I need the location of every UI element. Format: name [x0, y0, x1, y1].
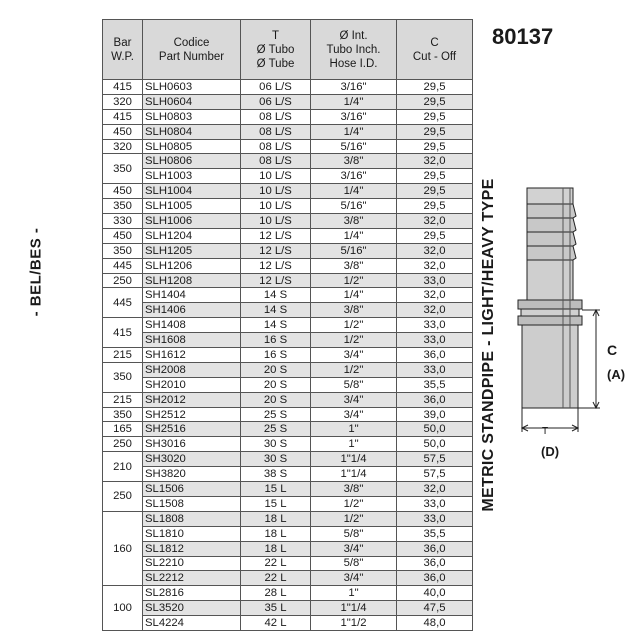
tube-size-cell: 16 S [241, 333, 311, 348]
part-number-cell: SL2212 [143, 571, 241, 586]
hose-id-cell: 1"1/4 [311, 601, 397, 616]
tube-size-cell: 15 L [241, 482, 311, 497]
bar-wp-cell: 350 [103, 243, 143, 258]
hose-id-cell: 1" [311, 422, 397, 437]
cut-off-cell: 33,0 [397, 333, 473, 348]
cut-off-cell: 36,0 [397, 348, 473, 363]
bar-wp-cell: 165 [103, 422, 143, 437]
dimension-t [522, 408, 578, 432]
hose-id-cell: 3/4" [311, 571, 397, 586]
bar-wp-cell: 210 [103, 452, 143, 482]
hose-id-cell: 1/2" [311, 496, 397, 511]
tube-size-cell: 08 L/S [241, 139, 311, 154]
bar-wp-cell: 250 [103, 437, 143, 452]
part-number-cell: SH1408 [143, 318, 241, 333]
part-number-cell: SL1810 [143, 526, 241, 541]
table-row [103, 258, 473, 273]
table-row [103, 392, 473, 407]
tube-size-cell: 12 L/S [241, 228, 311, 243]
cut-off-cell: 29,5 [397, 169, 473, 184]
tube-size-cell: 10 L/S [241, 169, 311, 184]
cut-off-cell: 32,0 [397, 482, 473, 497]
tube-size-cell: 18 L [241, 511, 311, 526]
cut-off-cell: 39,0 [397, 407, 473, 422]
table-row [103, 482, 473, 497]
tube-size-cell: 35 L [241, 601, 311, 616]
tube-size-cell: 10 L/S [241, 184, 311, 199]
header-cut-off: C Cut - Off [397, 20, 473, 80]
cut-off-cell: 29,5 [397, 199, 473, 214]
hose-id-cell: 1/4" [311, 124, 397, 139]
part-number-cell: SL4224 [143, 616, 241, 631]
table-header-row [103, 20, 473, 80]
hose-id-cell: 3/8" [311, 214, 397, 229]
part-number-cell: SLH1206 [143, 258, 241, 273]
part-number-cell: SH1612 [143, 348, 241, 363]
part-number-cell: SH2516 [143, 422, 241, 437]
hose-id-cell: 1" [311, 437, 397, 452]
hose-id-cell: 5/16" [311, 199, 397, 214]
part-number-cell: SH3820 [143, 467, 241, 482]
bar-wp-cell: 415 [103, 80, 143, 95]
hose-id-cell: 3/8" [311, 303, 397, 318]
hose-id-cell: 1"1/2 [311, 616, 397, 631]
table-row [103, 109, 473, 124]
cut-off-cell: 50,0 [397, 422, 473, 437]
part-number-cell: SLH1003 [143, 169, 241, 184]
table-row [103, 422, 473, 437]
part-number-cell: SH3020 [143, 452, 241, 467]
hose-id-cell: 1" [311, 586, 397, 601]
hose-id-cell: 1/2" [311, 362, 397, 377]
tube-size-cell: 14 S [241, 288, 311, 303]
cut-off-cell: 29,5 [397, 94, 473, 109]
table-row [103, 80, 473, 95]
bar-wp-cell: 320 [103, 139, 143, 154]
tube-size-cell: 30 S [241, 437, 311, 452]
table-row [103, 154, 473, 169]
hose-id-cell: 3/4" [311, 348, 397, 363]
cut-off-cell: 32,0 [397, 214, 473, 229]
tube-size-cell: 20 S [241, 392, 311, 407]
bel-bes-vertical-label: - BEL/BES - [27, 227, 45, 317]
part-number-cell: SL1812 [143, 541, 241, 556]
product-code: 80137 [492, 24, 554, 49]
hose-id-cell: 3/16" [311, 109, 397, 124]
tube-size-cell: 08 L/S [241, 124, 311, 139]
part-number-cell: SL1808 [143, 511, 241, 526]
fitting-body [518, 188, 582, 408]
hose-id-cell: 1/2" [311, 273, 397, 288]
table-row [103, 571, 473, 586]
hose-id-cell: 5/8" [311, 377, 397, 392]
tube-size-cell: 42 L [241, 616, 311, 631]
cut-off-cell: 47,5 [397, 601, 473, 616]
part-number-cell: SH2010 [143, 377, 241, 392]
cut-off-cell: 33,0 [397, 273, 473, 288]
tube-size-cell: 20 S [241, 377, 311, 392]
hose-id-cell: 1/2" [311, 511, 397, 526]
hose-id-cell: 1"1/4 [311, 467, 397, 482]
part-number-cell: SLH0803 [143, 109, 241, 124]
hose-id-cell: 1/4" [311, 184, 397, 199]
table-row [103, 526, 473, 541]
cut-off-cell: 29,5 [397, 184, 473, 199]
header-bar-wp: Bar W.P. [103, 20, 143, 80]
tube-size-cell: 10 L/S [241, 214, 311, 229]
cut-off-cell: 36,0 [397, 541, 473, 556]
hose-id-cell: 1/4" [311, 228, 397, 243]
cut-off-cell: 36,0 [397, 392, 473, 407]
table-row [103, 348, 473, 363]
hose-id-cell: 3/16" [311, 169, 397, 184]
table-row [103, 601, 473, 616]
tube-size-cell: 20 S [241, 362, 311, 377]
hose-id-cell: 1/4" [311, 288, 397, 303]
bar-wp-cell: 415 [103, 318, 143, 348]
hose-id-cell: 3/4" [311, 392, 397, 407]
cut-off-cell: 35,5 [397, 526, 473, 541]
cut-off-cell: 36,0 [397, 571, 473, 586]
hose-id-cell: 3/8" [311, 258, 397, 273]
bar-wp-cell: 445 [103, 258, 143, 273]
cut-off-cell: 48,0 [397, 616, 473, 631]
table-row [103, 243, 473, 258]
hose-id-cell: 5/16" [311, 243, 397, 258]
standpipe-fitting-drawing [500, 180, 605, 435]
hose-id-cell: 3/8" [311, 482, 397, 497]
part-number-cell: SH2012 [143, 392, 241, 407]
table-row [103, 318, 473, 333]
tube-size-cell: 15 L [241, 496, 311, 511]
table-row [103, 407, 473, 422]
table-row [103, 288, 473, 303]
part-number-cell: SLH0806 [143, 154, 241, 169]
bar-wp-cell: 100 [103, 586, 143, 631]
dimension-a-label: (A) [607, 367, 626, 382]
table-row [103, 169, 473, 184]
cut-off-cell: 33,0 [397, 362, 473, 377]
cut-off-cell: 33,0 [397, 496, 473, 511]
part-number-cell: SL2816 [143, 586, 241, 601]
table-row [103, 184, 473, 199]
part-number-cell: SLH0603 [143, 80, 241, 95]
bar-wp-cell: 350 [103, 154, 143, 184]
hose-id-cell: 3/4" [311, 541, 397, 556]
part-number-cell: SH1406 [143, 303, 241, 318]
part-number-cell: SL2210 [143, 556, 241, 571]
table-row [103, 303, 473, 318]
table-row [103, 586, 473, 601]
dimension-c-label: C [607, 342, 618, 358]
tube-size-cell: 22 L [241, 571, 311, 586]
bar-wp-cell: 350 [103, 407, 143, 422]
bar-wp-cell: 415 [103, 109, 143, 124]
bar-wp-cell: 250 [103, 273, 143, 288]
cut-off-cell: 40,0 [397, 586, 473, 601]
bar-wp-cell: 350 [103, 362, 143, 392]
tube-size-cell: 38 S [241, 467, 311, 482]
cut-off-cell: 57,5 [397, 452, 473, 467]
tube-size-cell: 12 L/S [241, 273, 311, 288]
table-row [103, 556, 473, 571]
tube-size-cell: 10 L/S [241, 199, 311, 214]
table-row [103, 452, 473, 467]
table-row [103, 467, 473, 482]
dimension-t-label: T [542, 426, 549, 437]
part-number-cell: SH2512 [143, 407, 241, 422]
table-row [103, 377, 473, 392]
cut-off-cell: 50,0 [397, 437, 473, 452]
cut-off-cell: 29,5 [397, 124, 473, 139]
part-number-cell: SL1506 [143, 482, 241, 497]
hose-id-cell: 5/16" [311, 139, 397, 154]
cut-off-cell: 29,5 [397, 139, 473, 154]
tube-size-cell: 12 L/S [241, 258, 311, 273]
dimension-d-label: (D) [541, 444, 560, 459]
tube-size-cell: 06 L/S [241, 80, 311, 95]
hose-id-cell: 5/8" [311, 556, 397, 571]
part-number-cell: SL3520 [143, 601, 241, 616]
bar-wp-cell: 350 [103, 199, 143, 214]
table-row [103, 94, 473, 109]
cut-off-cell: 32,0 [397, 303, 473, 318]
table-row [103, 511, 473, 526]
hose-id-cell: 3/8" [311, 154, 397, 169]
hose-id-cell: 1/2" [311, 318, 397, 333]
hose-id-cell: 1/2" [311, 333, 397, 348]
cut-off-cell: 32,0 [397, 154, 473, 169]
table-row [103, 199, 473, 214]
part-number-cell: SLH0804 [143, 124, 241, 139]
bar-wp-cell: 250 [103, 482, 143, 512]
bar-wp-cell: 445 [103, 288, 143, 318]
part-number-cell: SLH1005 [143, 199, 241, 214]
part-number-cell: SH1404 [143, 288, 241, 303]
table-row [103, 273, 473, 288]
cut-off-cell: 29,5 [397, 109, 473, 124]
tube-size-cell: 12 L/S [241, 243, 311, 258]
tube-size-cell: 28 L [241, 586, 311, 601]
table-row [103, 541, 473, 556]
tube-size-cell: 22 L [241, 556, 311, 571]
table-row [103, 496, 473, 511]
hose-id-cell: 3/16" [311, 80, 397, 95]
cut-off-cell: 57,5 [397, 467, 473, 482]
tube-size-cell: 08 L/S [241, 109, 311, 124]
part-number-cell: SH2008 [143, 362, 241, 377]
standpipe-type-vertical-label: METRIC STANDPIPE - LIGHT/HEAVY TYPE [480, 178, 497, 512]
part-number-cell: SLH1006 [143, 214, 241, 229]
cut-off-cell: 36,0 [397, 556, 473, 571]
hose-id-cell: 1"1/4 [311, 452, 397, 467]
tube-size-cell: 25 S [241, 407, 311, 422]
table-row [103, 437, 473, 452]
bar-wp-cell: 215 [103, 392, 143, 407]
bar-wp-cell: 215 [103, 348, 143, 363]
tube-size-cell: 18 L [241, 541, 311, 556]
bar-wp-cell: 330 [103, 214, 143, 229]
table-body [103, 80, 473, 631]
part-number-cell: SH1608 [143, 333, 241, 348]
hose-id-cell: 3/4" [311, 407, 397, 422]
cut-off-cell: 33,0 [397, 511, 473, 526]
part-number-cell: SLH1205 [143, 243, 241, 258]
part-number-cell: SLH1004 [143, 184, 241, 199]
cut-off-cell: 32,0 [397, 258, 473, 273]
part-number-cell: SL1508 [143, 496, 241, 511]
header-tube: T Ø Tubo Ø Tube [241, 20, 311, 80]
table-row [103, 616, 473, 631]
part-number-cell: SLH1208 [143, 273, 241, 288]
part-number-cell: SLH0805 [143, 139, 241, 154]
cut-off-cell: 35,5 [397, 377, 473, 392]
tube-size-cell: 14 S [241, 303, 311, 318]
hose-id-cell: 5/8" [311, 526, 397, 541]
table-row [103, 124, 473, 139]
part-number-cell: SLH0604 [143, 94, 241, 109]
bar-wp-cell: 320 [103, 94, 143, 109]
bar-wp-cell: 160 [103, 511, 143, 585]
table-row [103, 333, 473, 348]
header-part-number: Codice Part Number [143, 20, 241, 80]
tube-size-cell: 06 L/S [241, 94, 311, 109]
tube-size-cell: 08 L/S [241, 154, 311, 169]
part-number-table [102, 19, 473, 631]
tube-size-cell: 16 S [241, 348, 311, 363]
bar-wp-cell: 450 [103, 184, 143, 199]
cut-off-cell: 29,5 [397, 80, 473, 95]
bar-wp-cell: 450 [103, 124, 143, 139]
part-number-cell: SH3016 [143, 437, 241, 452]
cut-off-cell: 29,5 [397, 228, 473, 243]
part-number-cell: SLH1204 [143, 228, 241, 243]
cut-off-cell: 33,0 [397, 318, 473, 333]
tube-size-cell: 30 S [241, 452, 311, 467]
tube-size-cell: 14 S [241, 318, 311, 333]
table-row [103, 228, 473, 243]
bar-wp-cell: 450 [103, 228, 143, 243]
table-row [103, 362, 473, 377]
tube-size-cell: 25 S [241, 422, 311, 437]
cut-off-cell: 32,0 [397, 243, 473, 258]
table-row [103, 139, 473, 154]
header-hose-id: Ø Int. Tubo Inch. Hose I.D. [311, 20, 397, 80]
cut-off-cell: 32,0 [397, 288, 473, 303]
hose-id-cell: 1/4" [311, 94, 397, 109]
table-row [103, 214, 473, 229]
tube-size-cell: 18 L [241, 526, 311, 541]
